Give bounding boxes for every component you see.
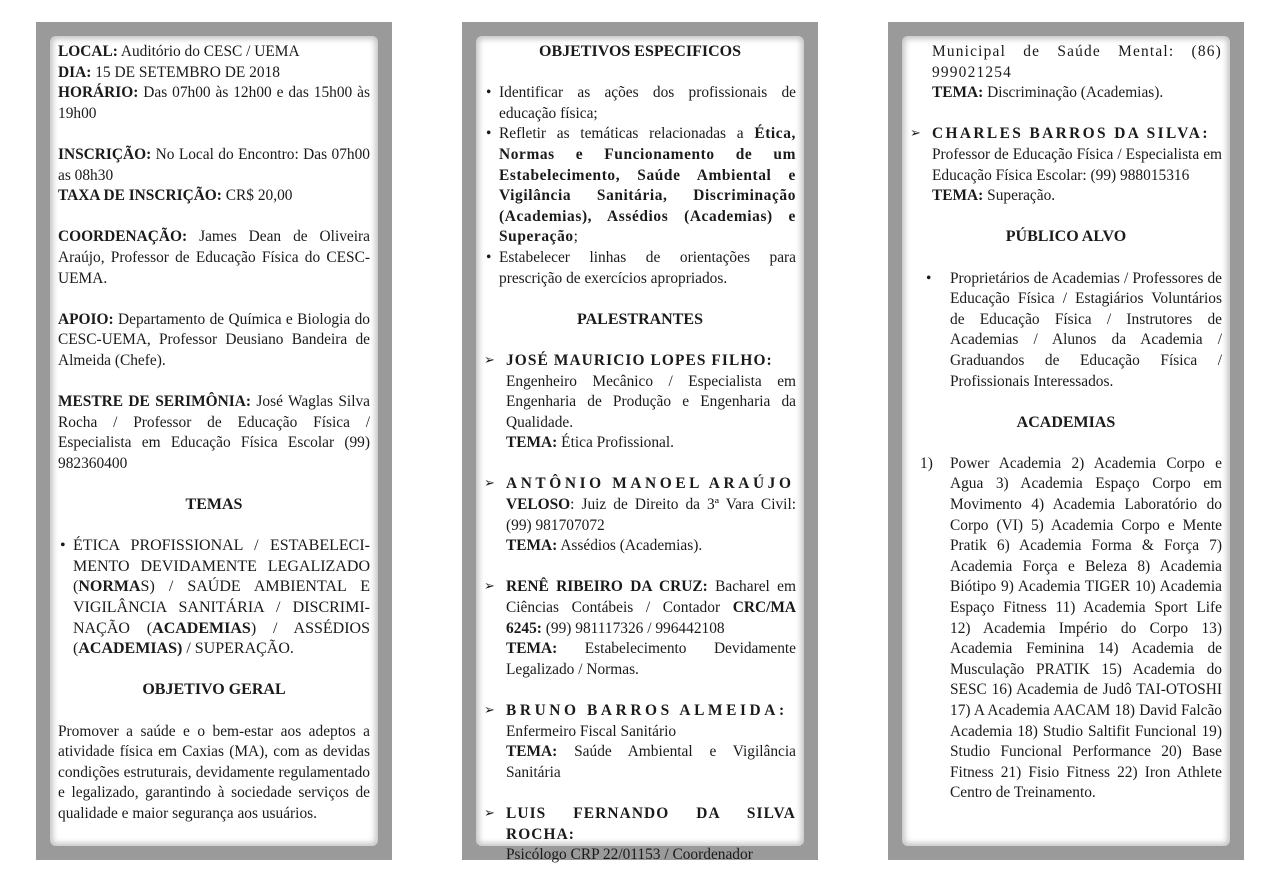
speaker-desc: Enfermeiro Fiscal Sanitário — [506, 722, 677, 740]
horario-value: Das 07h00 às 12h00 e das 15h00 às 19h00 — [58, 84, 370, 122]
objetivo-item: • Identificar as ações dos profissionais de educação física; — [484, 83, 796, 124]
objetivo-item: • Refletir as temáticas relacionadas a Ética, Normas e Funcionamento de um Estabelecimento, Saúde Ambiental e Vigilância Sanitária, Discriminação (Academias), Assédios (Academias) e Superação; — [484, 124, 796, 248]
apoio-label: APOIO: — [58, 310, 114, 328]
speaker-entry — [484, 701, 796, 783]
publico-item: • Proprietários de Academias / Professores de Educação Física / Estagiários Voluntários de Educação Física / Instrutores de Academias / Alunos da Academia / Graduandos de Educação Física / Profissionais Interessados. — [910, 269, 1222, 393]
taxa-label: TAXA DE INSCRIÇÃO: — [58, 187, 222, 205]
coordenacao-label: COORDENAÇÃO: — [58, 228, 188, 246]
local-value: Auditório do CESC / UEMA — [120, 43, 300, 60]
arrow-icon: ➢ — [484, 476, 495, 492]
dia-line — [58, 63, 370, 84]
coordenacao-value: James Dean de Oliveira Araújo, Professor de Educação Física do CESC-UEMA. — [58, 228, 370, 287]
dia-value: 15 DE SETEMBRO DE 2018 — [95, 63, 280, 81]
speaker-tema: TEMA: Estabelecimento Devidamente Legalizado / Normas. — [506, 640, 796, 678]
panel-content — [902, 36, 1230, 846]
taxa-line — [58, 186, 370, 207]
inscricao-line — [58, 145, 370, 186]
arrow-icon: ➢ — [484, 805, 495, 821]
academias-heading: ACADEMIAS — [1016, 413, 1116, 431]
objetivo-item: • Estabelecer linhas de orientações para prescrição de exercícios apropriados. — [484, 248, 796, 289]
palestrantes-heading: PALESTRANTES — [577, 310, 703, 328]
brochure-panel-right — [888, 22, 1244, 860]
speaker-desc: RENÊ RIBEIRO DA CRUZ: Bacharel em Ciências Contábeis / Contador CRC/MA 6245: (99) 981117326 / 996442108 — [506, 578, 796, 637]
publico-heading: PÚBLICO ALVO — [1005, 228, 1127, 246]
inscricao-value: No Local do Encontro: Das 07h00 as 08h30 — [58, 145, 370, 184]
arrow-icon: ➢ — [484, 352, 495, 368]
mestre-value: José Waglas Silva Rocha / Professor de Educação Física / Especialista em Educação Física Escolar (99) 982360400 — [58, 393, 370, 472]
panel-content — [50, 36, 378, 846]
speaker-name: CHARLES BARROS DA SILVA: — [932, 125, 1210, 143]
temas-item: • ÉTICA PROFISSIONAL / ESTABELECI-MENTO DEVIDAMENTE LEGALIZADO (NORMAS) / SAÚDE AMBIENTAL E VIGILÂNCIA SANITÁRIA / DISCRIMI-NAÇÃO (ACADEMIAS) / ASSÉDIOS (ACADEMIAS) / SUPERAÇÃO. — [58, 536, 370, 660]
objetivos-heading: OBJETIVOS ESPECIFICOS — [539, 43, 741, 60]
coordenacao-line — [58, 227, 370, 289]
apoio-value: Departamento de Química e Biologia do CESC-UEMA, Professor Deusiano Bandeira de Almeida (Chefe). — [58, 310, 370, 369]
speaker-entry — [484, 577, 796, 680]
horario-line — [58, 83, 370, 124]
horario-label: HORÁRIO: — [58, 84, 139, 102]
speaker-name: BRUNO BARROS ALMEIDA: — [506, 702, 788, 719]
objetivo-geral-text: Promover a saúde e o bem-estar aos adeptos a atividade física em Caxias (MA), com as devidas condições estruturais, devidamente regulamentado e legalizado, garantindo à sociedade serviços de qualidade e maior segurança aos usuários. — [58, 722, 370, 822]
local-line — [58, 42, 370, 63]
taxa-value: CR$ 20,00 — [225, 187, 293, 205]
temas-heading: TEMAS — [185, 496, 243, 514]
speaker-desc: Professor de Educação Física / Especialista em Educação Física Escolar: (99) 988015316 — [932, 145, 1222, 184]
apoio-line — [58, 310, 370, 372]
speaker-name: LUIS FERNANDO DA SILVA ROCHA: — [506, 804, 796, 843]
speaker-desc: Engenheiro Mecânico / Especialista em Engenharia de Produção e Engenharia da Qualidade. — [506, 372, 796, 431]
mestre-label: MESTRE DE SERIMÔNIA: — [58, 393, 251, 411]
list-number: 1) — [920, 454, 933, 472]
speaker-entry — [484, 474, 796, 556]
speaker-tema: TEMA: Saúde Ambiental e Vigilância Sanitária — [506, 743, 796, 781]
speaker-entry-continued — [910, 42, 1222, 104]
academias-text: Power Academia 2) Academia Corpo e Agua 3) Academia Espaço Corpo em Movimento 4) Academia Laboratório do Corpo (VI) 5) Academia Corpo e Mente Pratik 6) Academia Forma & Força 7) Academia Força e Beleza 8) Academia Biótipo 9) Academia TIGER 10) Academia Espaço Fitness 11) Academia Sport Life 12) Academia Império do Corpo 13) Academia Feminina 14) Academia de Musculação PRATIK 15) Academia do SESC 16) Academia de Judô TAI-OTOSHI 17) A Academia AACAM 18) David Falcão Academia 18) Studio Saltifit Funcional 19) Studio Funcional Performance 20) Base Fitness 21) Fisio Fitness 22) Iron Athlete Centro de Treinamento. — [950, 454, 1222, 802]
arrow-icon: ➢ — [910, 126, 921, 142]
dia-label: DIA: — [58, 63, 92, 81]
academias-list — [910, 454, 1222, 804]
speaker-desc: Psicólogo CRP 22/01153 / Coordenador — [506, 846, 753, 864]
arrow-icon: ➢ — [484, 703, 495, 718]
objetivo-geral-heading: OBJETIVO GERAL — [142, 681, 286, 699]
panel-content — [476, 36, 804, 864]
objetivos-list — [484, 83, 796, 289]
speaker-tema: TEMA: Assédios (Academias). — [506, 537, 703, 555]
arrow-icon: ➢ — [484, 579, 495, 595]
speaker-entry — [484, 351, 796, 454]
speaker-name: JOSÉ MAURICIO LOPES FILHO: — [506, 351, 773, 369]
speaker-tema: TEMA: Discriminação (Academias). — [932, 84, 1164, 102]
publico-text: Proprietários de Academias / Professores de Educação Física / Estagiários Voluntários de Educação Física / Instrutores de Academias / Alunos da Academia / Graduandos de Educação Física / Profissionais Interessados. — [950, 269, 1222, 390]
speaker-desc: VELOSO: Juiz de Direito da 3ª Vara Civil: (99) 981707072 — [506, 496, 796, 534]
speaker-tema: TEMA: Ética Profissional. — [506, 434, 675, 452]
temas-list — [58, 536, 370, 660]
inscricao-label: INSCRIÇÃO: — [58, 145, 152, 163]
speaker-tema: TEMA: Superação. — [932, 187, 1056, 205]
speaker-entry — [910, 124, 1222, 206]
brochure-panel-middle — [462, 22, 818, 864]
local-label: LOCAL: — [58, 43, 118, 60]
mestre-line — [58, 392, 370, 474]
speaker-desc: Municipal de Saúde Mental: (86) 999021254 — [932, 43, 1222, 81]
brochure-panel-left — [36, 22, 392, 860]
speaker-entry — [484, 804, 796, 866]
speaker-name: ANTÔNIO MANOEL ARAÚJO — [506, 475, 795, 493]
